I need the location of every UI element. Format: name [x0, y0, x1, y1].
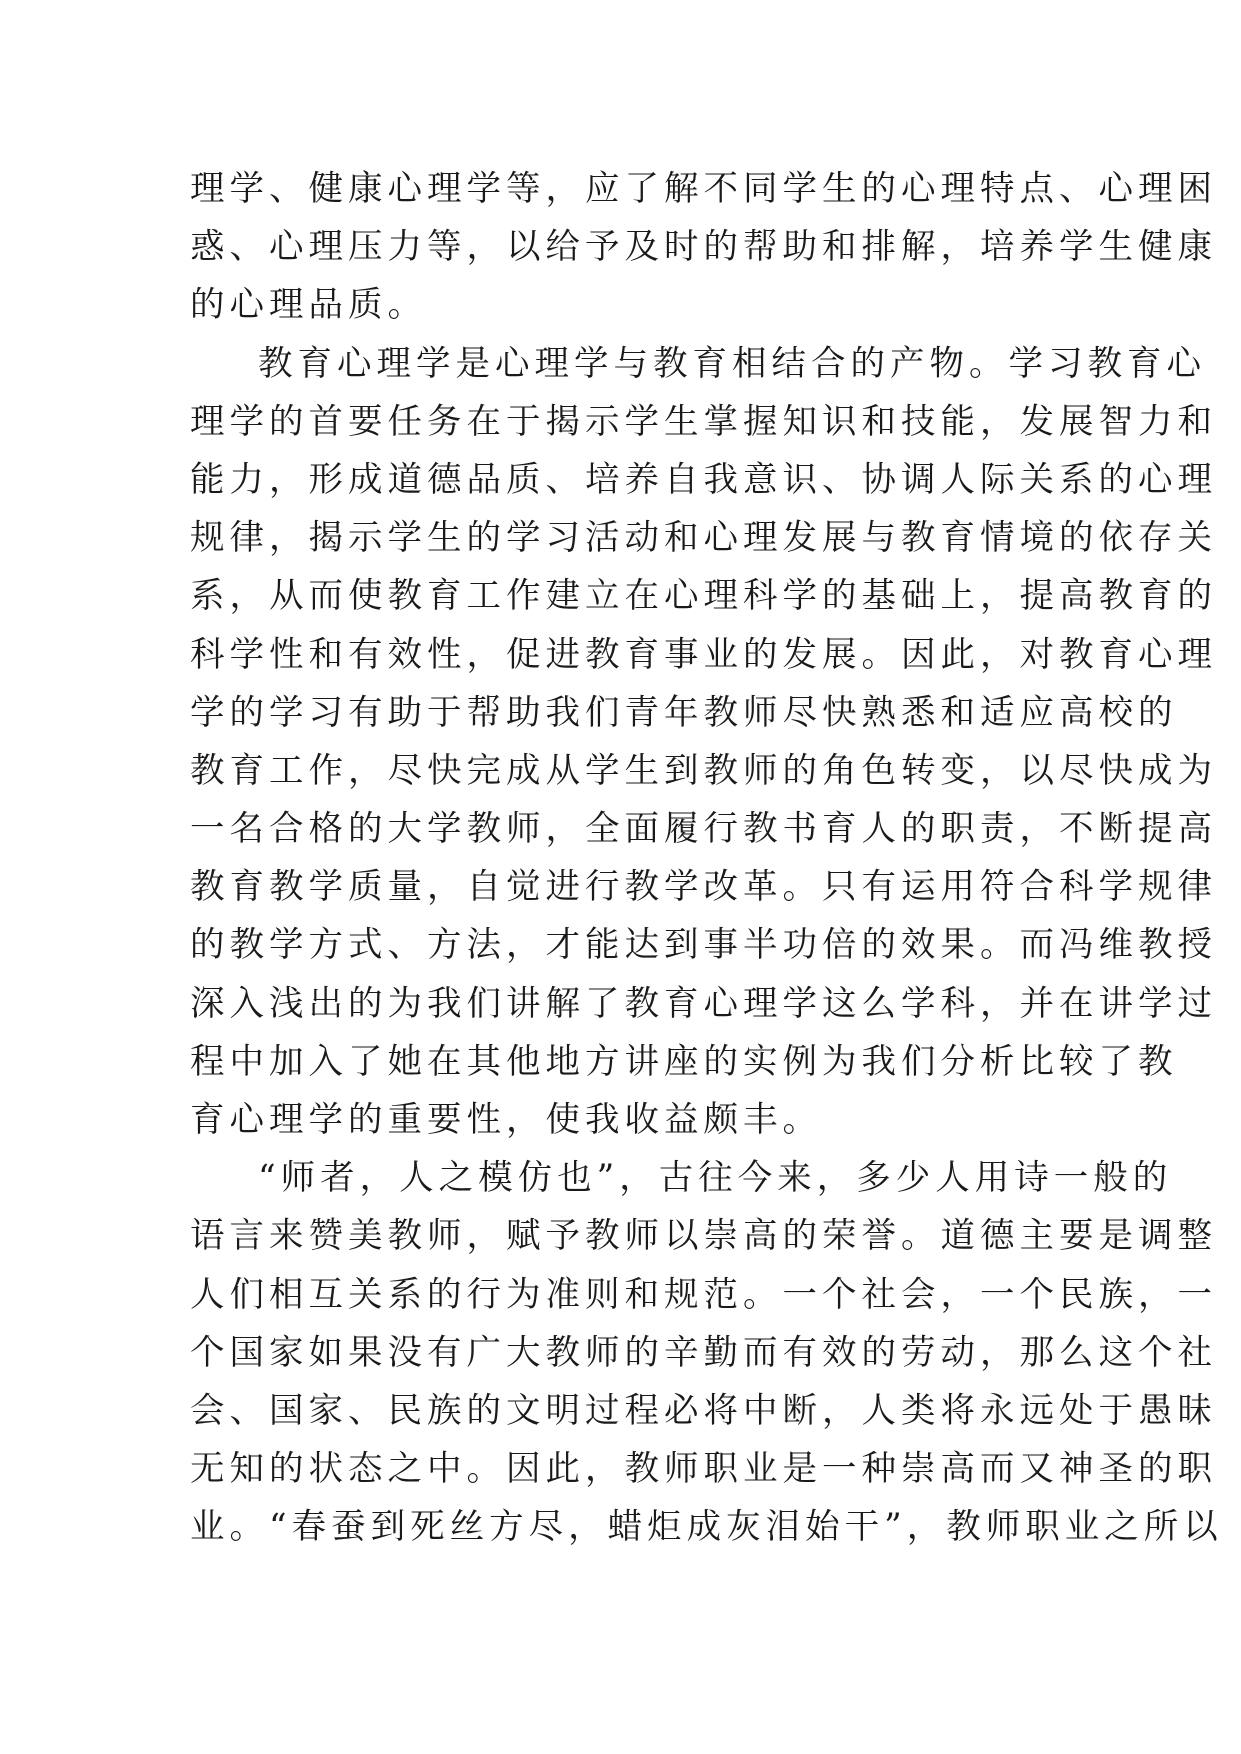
text-line: 理学的首要任务在于揭示学生掌握知识和技能，发展智力和 — [190, 401, 1217, 442]
text-line: 学的学习有助于帮助我们青年教师尽快熟悉和适应高校的 — [190, 692, 1178, 733]
text-line: 惑、心理压力等，以给予及时的帮助和排解，培养学生健康 — [190, 227, 1217, 268]
text-line: 无知的状态之中。因此，教师职业是一种崇高而又神圣的职 — [190, 1449, 1217, 1490]
text-line: 科学性和有效性，促进教育事业的发展。因此，对教育心理 — [190, 634, 1217, 675]
text-line: 教育教学质量，自觉进行教学改革。只有运用符合科学规律 — [190, 867, 1217, 908]
text-line: 系，从而使教育工作建立在心理科学的基础上，提高教育的 — [190, 576, 1217, 617]
text-line: 的教学方式、方法，才能达到事半功倍的效果。而冯维教授 — [190, 925, 1217, 966]
text-line: 深入浅出的为我们讲解了教育心理学这么学科，并在讲学过 — [190, 983, 1217, 1024]
text-line: 程中加入了她在其他地方讲座的实例为我们分析比较了教 — [190, 1041, 1178, 1082]
text-line: 能力，形成道德品质、培养自我意识、协调人际关系的心理 — [190, 459, 1217, 500]
text-line: 教育工作，尽快完成从学生到教师的角色转变，以尽快成为 — [190, 750, 1217, 791]
text-line: 业。“春蚕到死丝方尽，蜡炬成灰泪始干”，教师职业之所以 — [190, 1507, 1223, 1548]
text-line: 的心理品质。 — [190, 285, 427, 326]
text-line: 教育心理学是心理学与教育相结合的产物。学习教育心 — [258, 343, 1206, 384]
text-line: 一名合格的大学教师，全面履行教书育人的职责，不断提高 — [190, 809, 1217, 850]
text-line: 人们相互关系的行为准则和规范。一个社会，一个民族，一 — [190, 1274, 1217, 1315]
text-line: 个国家如果没有广大教师的辛勤而有效的劳动，那么这个社 — [190, 1332, 1217, 1373]
text-line: 规律，揭示学生的学习活动和心理发展与教育情境的依存关 — [190, 518, 1217, 559]
text-line: 会、国家、民族的文明过程必将中断，人类将永远处于愚昧 — [190, 1390, 1217, 1431]
text-line: 语言来赞美教师，赋予教师以崇高的荣誉。道德主要是调整 — [190, 1216, 1217, 1257]
text-line: 理学、健康心理学等，应了解不同学生的心理特点、心理困 — [190, 169, 1217, 209]
body-text — [190, 160, 1223, 1557]
text-line: “师者，人之模仿也”，古往今来，多少人用诗一般的 — [258, 1158, 1173, 1199]
text-line: 育心理学的重要性，使我收益颇丰。 — [190, 1100, 822, 1140]
